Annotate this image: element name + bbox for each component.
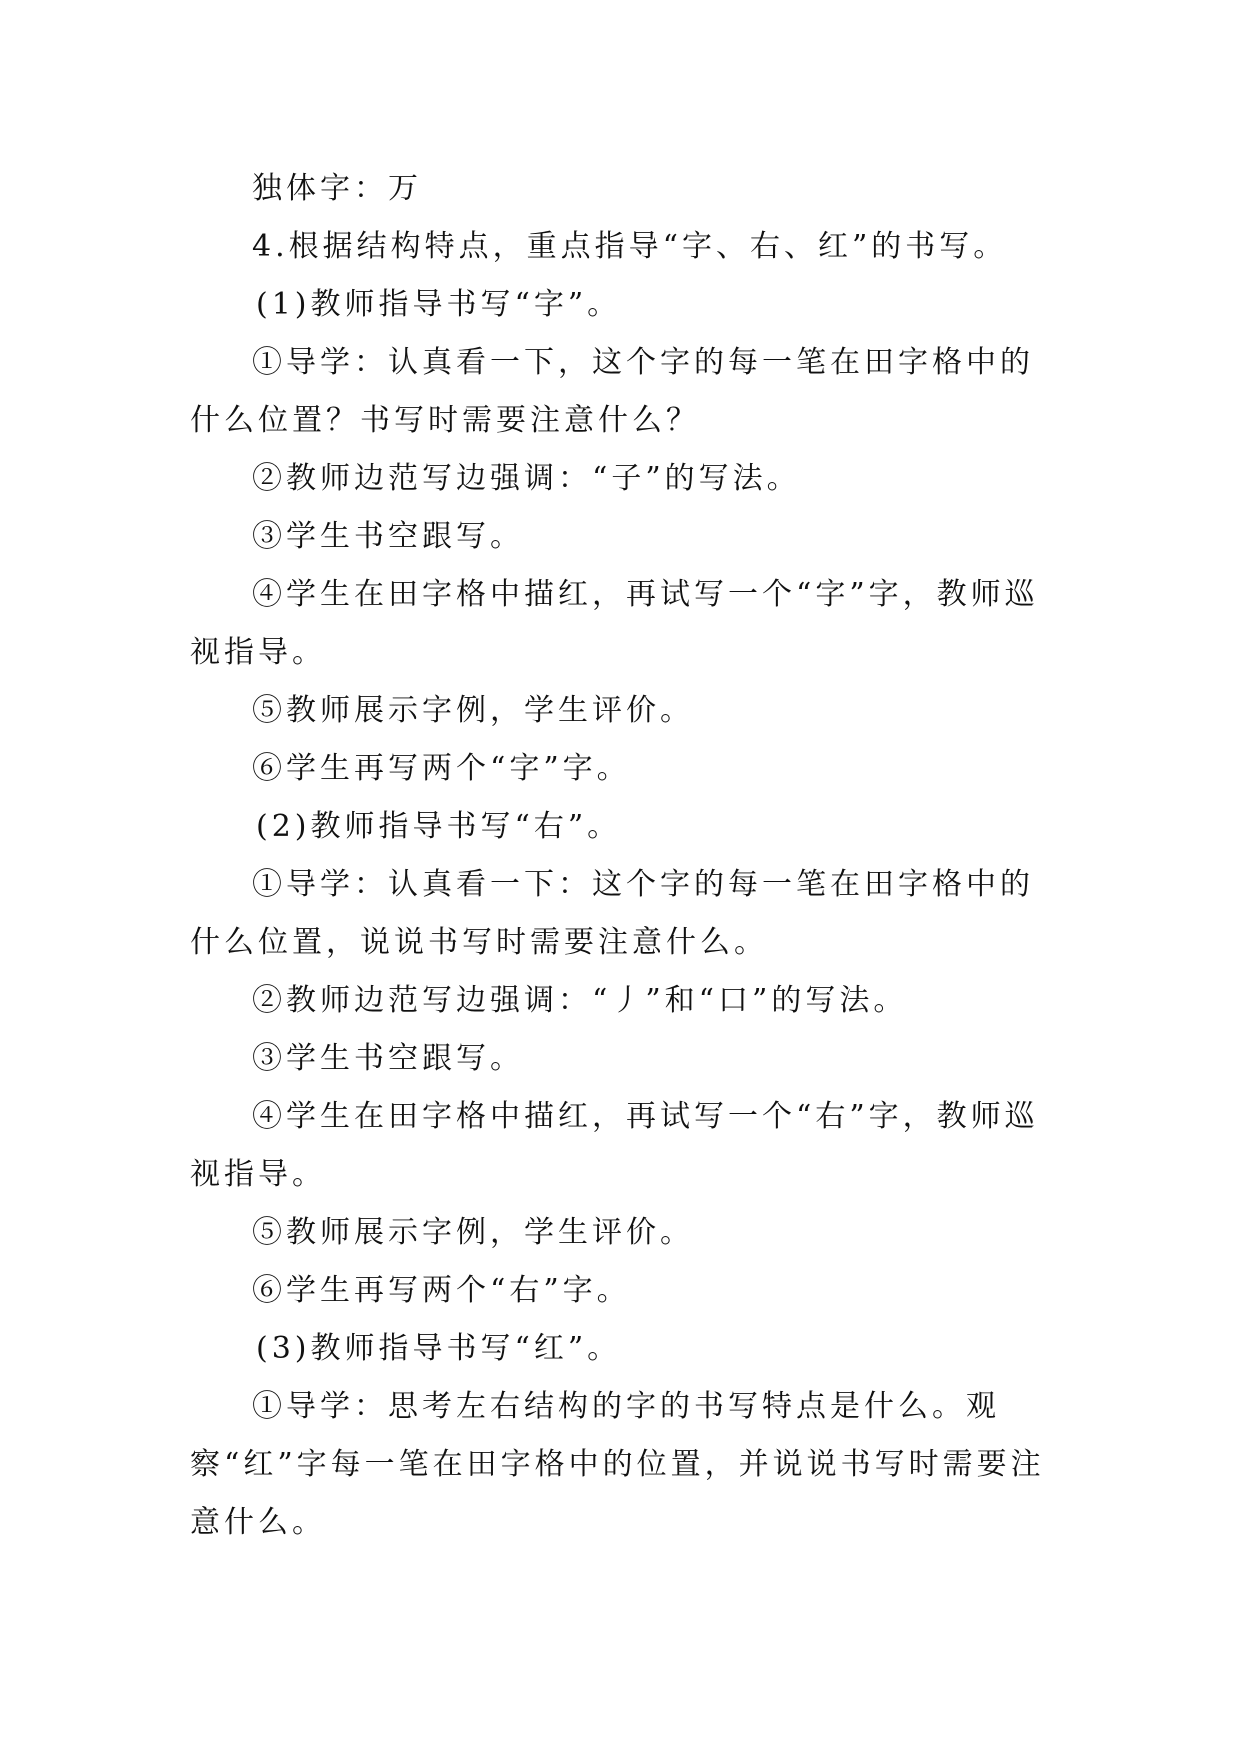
paragraph-sub-1-item-1: ①导学：认真看一下，这个字的每一笔在田字格中的什么位置？书写时需要注意什么？ — [190, 345, 1034, 438]
paragraph-sub-2-heading: (2)教师指导书写“右”。 — [256, 809, 622, 844]
paragraph-independent-char: 独体字：万 — [252, 171, 422, 206]
paragraph-sub-3-item-1: ①导学：思考左右结构的字的书写特点是什么。观察“红”字每一笔在田字格中的位置，并说说书写时需要注意什么。 — [190, 1389, 1045, 1540]
paragraph-sub-1-heading: (1)教师指导书写“字”。 — [256, 287, 622, 322]
paragraph-sub-1-item-3: ③学生书空跟写。 — [252, 519, 524, 554]
document-body — [190, 160, 1055, 1552]
paragraph-sub-2-item-3: ③学生书空跟写。 — [252, 1041, 524, 1076]
paragraph-sub-2-item-2: ②教师边范写边强调：“丿”和“口”的写法。 — [252, 983, 908, 1018]
paragraph-sub-2-item-5: ⑤教师展示字例，学生评价。 — [252, 1215, 694, 1250]
paragraph-sub-2-item-4: ④学生在田字格中描红，再试写一个“右”字，教师巡视指导。 — [190, 1099, 1039, 1192]
paragraph-sub-2-item-1: ①导学：认真看一下：这个字的每一笔在田字格中的什么位置，说说书写时需要注意什么。 — [190, 867, 1034, 960]
paragraph-sub-2-item-6: ⑥学生再写两个“右”字。 — [252, 1273, 631, 1308]
paragraph-sub-1-item-2: ②教师边范写边强调：“子”的写法。 — [252, 461, 801, 496]
paragraph-step-4: 4.根据结构特点，重点指导“字、右、红”的书写。 — [252, 229, 1008, 264]
paragraph-sub-1-item-6: ⑥学生再写两个“字”字。 — [252, 751, 631, 786]
paragraph-sub-3-heading: (3)教师指导书写“红”。 — [256, 1331, 622, 1366]
paragraph-sub-1-item-5: ⑤教师展示字例，学生评价。 — [252, 693, 694, 728]
paragraph-sub-1-item-4: ④学生在田字格中描红，再试写一个“字”字，教师巡视指导。 — [190, 577, 1039, 670]
